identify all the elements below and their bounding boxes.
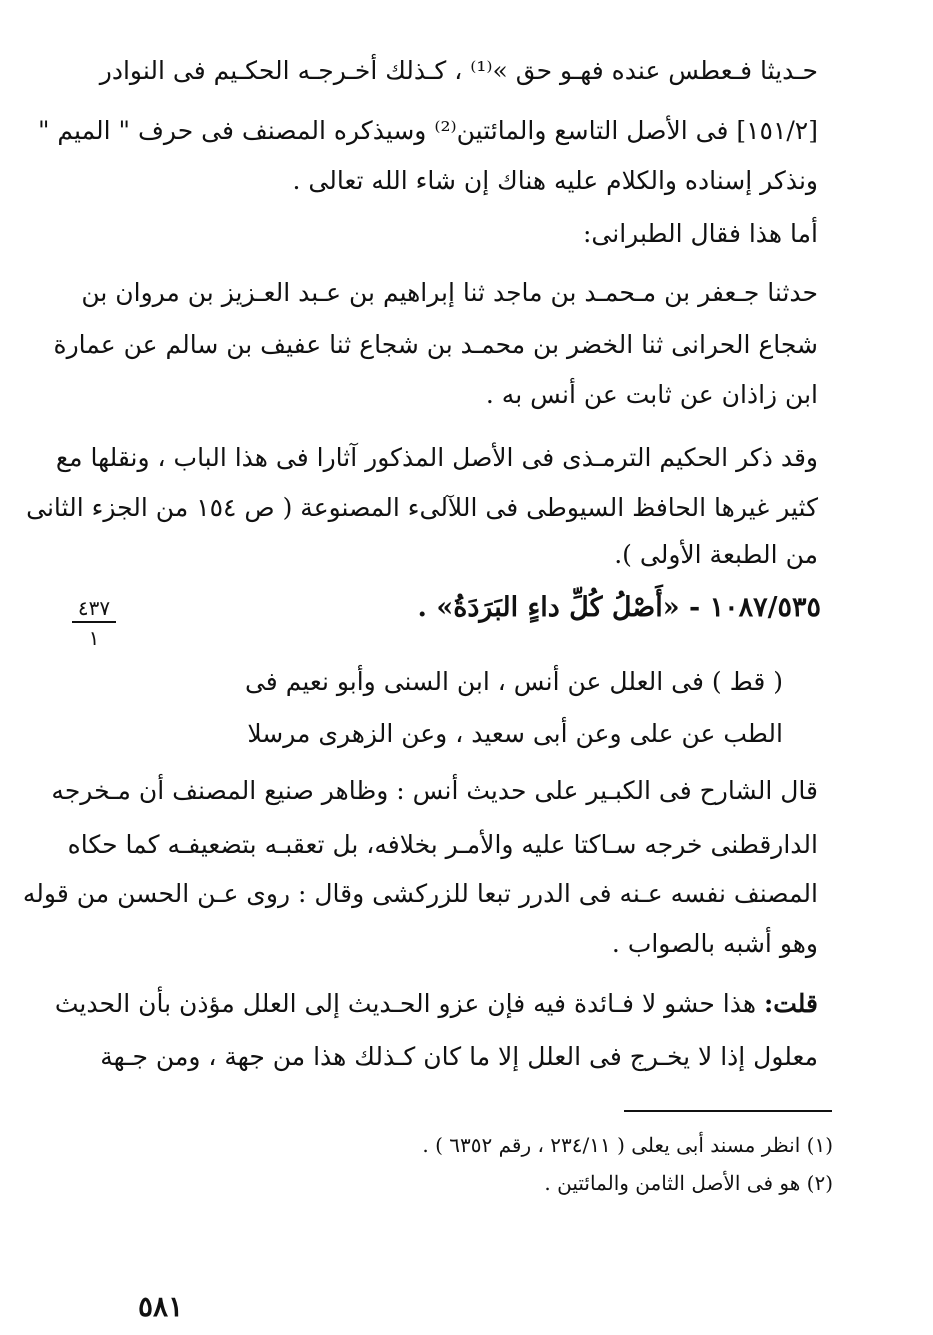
paragraph-7-line-2: معلول إذا لا يخـرج فى العلل إلا ما كان كـذلك هذا من جهة ، ومن جـهة xyxy=(100,1042,818,1071)
margin-ref-top: ٤٣٧ xyxy=(77,596,111,620)
sources-line-2: الطب عن على وعن أبى سعيد ، وعن الزهرى مرسلا xyxy=(247,719,783,748)
paragraph-1-line-3: ونذكر إسناده والكلام عليه هناك إن شاء الله تعالى . xyxy=(292,166,818,195)
paragraph-6-line-2: الدارقطنى خرجه سـاكتا عليه والأمـر بخلافه، بل تعقبـه بتضعيفـه كما حكاه xyxy=(67,830,818,859)
margin-ref-rule xyxy=(72,621,116,623)
paragraph-3-line-3: ابن زاذان عن ثابت عن أنس به . xyxy=(485,380,818,409)
paragraph-1-line-1: حـديثا فـعطس عنده فهـو حق »⁽¹⁾ ، كـذلك أخـرجـه الحكـيم فى النوادر xyxy=(99,56,818,85)
paragraph-4-line-1: وقد ذكر الحكيم الترمـذى فى الأصل المذكور آثارا فى هذا الباب ، ونقلها مع xyxy=(55,443,818,472)
paragraph-7-line-1 xyxy=(54,987,818,1021)
paragraph-7-line-1-text: هذا حشو لا فـائدة فيه فإن عزو الحـديث إلى العلل مؤذن بأن الحديث xyxy=(54,989,764,1018)
paragraph-3-line-1: حدثنا جـعفر بن مـحمـد بن ماجد ثنا إبراهيم بن عـبد العـزيز بن مروان بن xyxy=(81,278,818,307)
footnote-separator xyxy=(624,1110,832,1112)
paragraph-4-line-3: من الطبعة الأولى ). xyxy=(614,540,818,569)
paragraph-4-line-2: كثير غيرها الحافظ السيوطى فى اللآلىء المصنوعة ( ص ١٥٤ من الجزء الثانى xyxy=(26,493,818,522)
hadith-heading: ١٠٨٧/٥٣٥ - «أَصْلُ كُلِّ داءٍ البَرَدَةُ» . xyxy=(417,592,821,623)
margin-ref-bottom: ١ xyxy=(88,626,100,650)
page-number: ٥٨١ xyxy=(138,1290,184,1323)
footnote-2: (٢) هو فى الأصل الثامن والمائتين . xyxy=(544,1171,833,1195)
paragraph-1-line-2: [١٥١/٢] فى الأصل التاسع والمائتين⁽²⁾ وسيذكره المصنف فى حرف " الميم " xyxy=(37,116,818,145)
paragraph-3-line-2: شجاع الحرانى ثنا الخضر بن محمـد بن شجاع ثنا عفيف بن سالم عن عمارة xyxy=(53,330,818,359)
sources-line-1: ( قط ) فى العلل عن أنس ، ابن السنى وأبو نعيم فى xyxy=(244,667,783,696)
qultu-label: قلت: xyxy=(763,989,818,1018)
paragraph-6-line-3: المصنف نفسه عـنه فى الدرر تبعا للزركشى وقال : روى عـن الحسن من قوله xyxy=(22,879,818,908)
paragraph-2-line-1: أما هذا فقال الطبرانى: xyxy=(583,219,818,248)
paragraph-6-line-4: وهو أشبه بالصواب . xyxy=(611,929,818,958)
footnote-1: (١) انظر مسند أبى يعلى ( ٢٣٤/١١ ، رقم ٦٣٥٢ ) . xyxy=(422,1133,833,1157)
paragraph-6-line-1: قال الشارح فى الكبـير على حديث أنس : وظاهر صنيع المصنف أن مـخرجه xyxy=(51,776,818,805)
